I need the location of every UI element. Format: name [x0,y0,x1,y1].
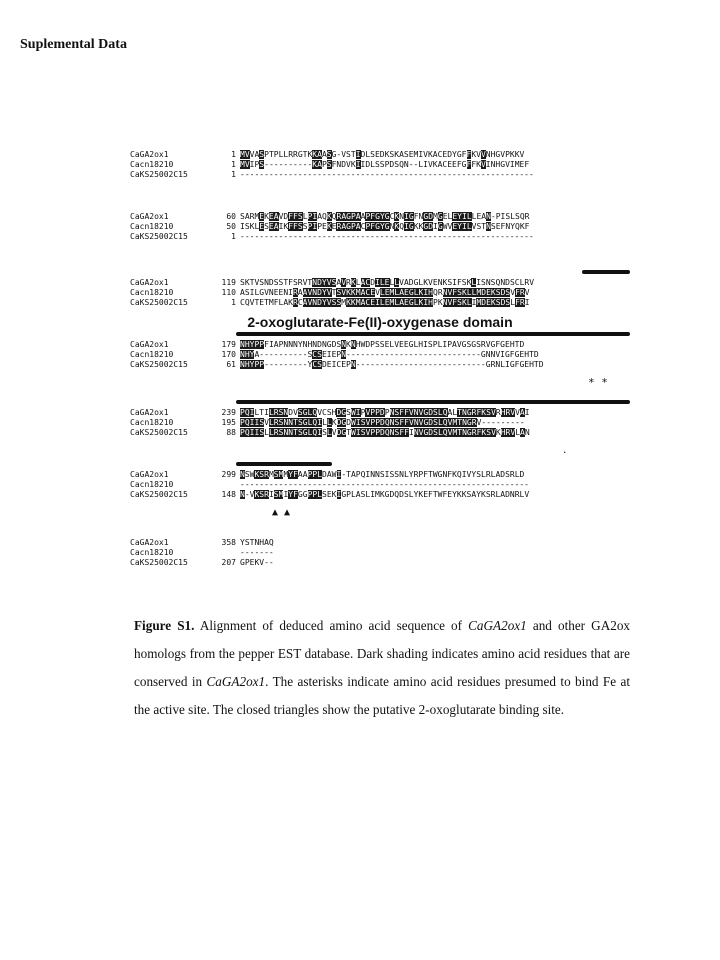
sequence-name: Cacn18210 [130,548,174,557]
alignment-block-6 [130,470,630,500]
sequence-name: CaKS25002C15 [130,298,188,307]
alignment-row [130,548,630,558]
sequence-residues: PQIISLLRSNNTSGLQISLVDGTWISVPPDQNSFFINVGDSLQVMTNGRFKSVKHRVLAN [240,428,530,437]
sequence-position: 50 [226,222,236,231]
domain-bar-start [582,270,630,274]
caption-gene: CaGA2ox1 [468,618,527,633]
domain-bar [236,400,630,404]
fe-binding-asterisks: * * [588,376,608,389]
conserved-dot: . [562,446,568,456]
sequence-name: CaKS25002C15 [130,170,188,179]
sequence-residues: NHYPP---------YCSDEICEPN---------------------------GRNLIGFGEHTD [240,360,544,369]
alignment-block-3 [130,278,630,308]
sequence-residues: YSTNHAQ [240,538,274,547]
sequence-residues: ------------------------------------------------------------- [240,170,534,179]
alignment-block-7 [130,538,630,568]
sequence-residues: ASILGVNEENIRAAVNDYVTSVKKMACEVLEMLAEGLKIHQRNVFSKLLMDEKSDSVFRV [240,288,530,297]
sequence-position: 1 [231,160,236,169]
sequence-position: 61 [226,360,236,369]
sequence-name: CaGA2ox1 [130,470,169,479]
alignment-row [130,480,630,490]
sequence-name: CaGA2ox1 [130,278,169,287]
sequence-name: CaKS25002C15 [130,360,188,369]
alignment-row [130,212,630,222]
sequence-name: Cacn18210 [130,222,174,231]
sequence-residues: NSWKSRMSMMYFAAPPLDAWI-TAPQINNSISSNLYRPFTWGNFKQIVYSLRLADSRLD [240,470,525,479]
sequence-position: 1 [231,170,236,179]
sequence-residues: N-VKSRISMIYFGGPPLSEKIGPLASLIMKGDQDSLYKEFTWFEYKKSAYKSRLADNRLV [240,490,530,499]
sequence-name: CaGA2ox1 [130,212,169,221]
caption-text: and other GA2ox homologs from the pepper EST database. Dark shading indicates amino acid residues that are conserved in [134,618,631,689]
sequence-name: Cacn18210 [130,350,174,359]
sequence-position: 207 [221,558,236,567]
alignment-row [130,278,630,288]
sequence-residues: ------------------------------------------------------------ [240,480,529,489]
sequence-name: CaGA2ox1 [130,340,169,349]
sequence-name: CaKS25002C15 [130,558,188,567]
alignment-row [130,558,630,568]
alignment-block-1 [130,150,630,180]
sequence-name: Cacn18210 [130,418,174,427]
sequence-name: CaKS25002C15 [130,232,188,241]
sequence-name: CaKS25002C15 [130,428,188,437]
sequence-residues: GPEKV-- [240,558,274,567]
sequence-residues: NHYPPFIAPNNNYNHNDNGDSNKNHWDPSSELVEEGLHISPLIPAVGSGSRVGFGEHTD [240,340,525,349]
alignment-row [130,288,630,298]
alignment-row [130,150,630,160]
sequence-position: 110 [221,288,236,297]
sequence-position: 1 [231,150,236,159]
alignment-row [130,160,630,170]
figure-caption [134,612,630,724]
sequence-alignment-figure [130,150,630,574]
oxoglutarate-binding-triangles: ▲ ▲ [272,507,291,518]
alignment-row [130,222,630,232]
caption-label: Figure S1. [134,618,195,633]
sequence-residues: SARMEKEAVDFFSLPIAQKQRAGPAAPFGYGCKNIGFNGDMGELEYILLEAN-PISLSQR [240,212,530,221]
sequence-name: CaGA2ox1 [130,408,169,417]
alignment-row [130,232,630,242]
alignment-row [130,170,630,180]
alignment-row [130,408,630,418]
domain-label: 2-oxoglutarate-Fe(II)-oxygenase domain [247,314,513,330]
sequence-residues: NHYA----------SCSEIEPN----------------------------GNNVIGFGEHTD [240,350,539,359]
sequence-position: 239 [221,408,236,417]
sequence-position: 148 [221,490,236,499]
sequence-position: 1 [231,232,236,241]
sequence-residues: ------- [240,548,274,557]
sequence-residues: MVIPS----------KAPSFNDVKIIDLSSPDSQN--LIVKACEEFGFFKVINHGVIMEF [240,160,530,169]
sequence-residues: ISKLESEAIKFFSSPIPEKERAGPACPFGYGNKQIGKKGDIGWVEYILVSTNSEFNYQKF [240,222,530,231]
sequence-residues: PQIISVLRSNNTSGLQILLKDGDWISVPPDQNSFFVNVGDSLQVMTNGRV--------- [240,418,525,427]
sequence-name: Cacn18210 [130,160,174,169]
alignment-block-4 [130,340,630,370]
alignment-row [130,470,630,480]
caption-text: Alignment of deduced amino acid sequence of [194,618,469,633]
alignment-row [130,538,630,548]
sequence-name: Cacn18210 [130,480,174,489]
alignment-row [130,360,630,370]
sequence-position: 179 [221,340,236,349]
alignment-block-2 [130,212,630,242]
alignment-block-5 [130,408,630,438]
sequence-position: 170 [221,350,236,359]
sequence-name: CaGA2ox1 [130,150,169,159]
domain-bar-end [236,462,332,466]
sequence-position: 1 [231,298,236,307]
caption-text: . The asterisks indicate amino acid residues presumed to bind Fe at the active site. The closed triangles show the putative 2-oxoglutarate binding site. [134,674,630,717]
sequence-position: 299 [221,470,236,479]
sequence-name: CaGA2ox1 [130,538,169,547]
sequence-name: CaKS25002C15 [130,490,188,499]
page-title: Suplemental Data [20,37,127,52]
alignment-row [130,428,630,438]
sequence-position: 195 [221,418,236,427]
alignment-row [130,340,630,350]
sequence-residues: SKTVSNDSSTFSRVTNDYVSAVRKLACDILELLVADGLKVENKSIFSKLISNSQNDSCLRV [240,278,535,287]
sequence-residues: ------------------------------------------------------------- [240,232,534,241]
sequence-residues: MVVASPTPLLRRGTKKAASG-VSTIDLSEDKSKASEMIVKACEDYGFFKVVNHGVPKKV [240,150,525,159]
domain-bar [236,332,630,336]
sequence-position: 88 [226,428,236,437]
alignment-row [130,298,630,308]
sequence-residues: CQVTETMFLAKRCAVNDYVSSMKKMACEILEMLAEGLKIHPKNVFSKLIMDEKSDSLFRI [240,298,530,307]
sequence-position: 60 [226,212,236,221]
sequence-position: 358 [221,538,236,547]
alignment-row [130,350,630,360]
alignment-row [130,490,630,500]
sequence-position: 119 [221,278,236,287]
sequence-name: Cacn18210 [130,288,174,297]
caption-gene: CaGA2ox1 [206,674,266,689]
alignment-row [130,418,630,428]
sequence-residues: PQILTILRSNDVSGLQVCSHDGSWIPVPPDPNSFFVNVGDSLQALTNGRFKSVRHRVVAI [240,408,530,417]
